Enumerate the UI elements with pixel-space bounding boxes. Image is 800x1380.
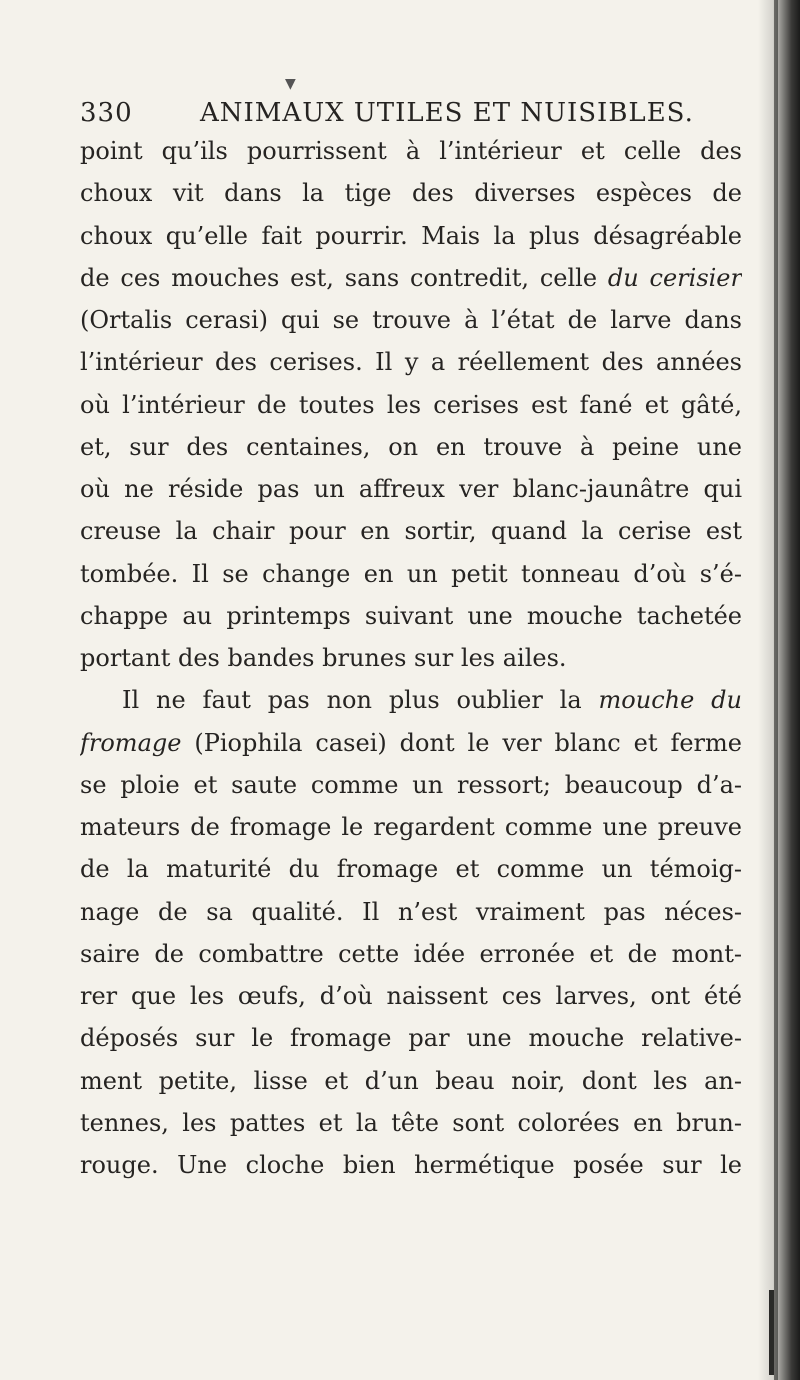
text-line: [80, 130, 742, 172]
book-spine-edge: [758, 0, 800, 1380]
text-line: [80, 891, 742, 933]
line-text: déposés sur le fromage par une mouche relative-: [80, 1024, 742, 1053]
line-text: creuse la chair pour en sortir, quand la cerise est: [80, 517, 742, 546]
line-text: rer que les œufs, d’où naissent ces larves, ont été: [80, 982, 742, 1010]
line-text: de la maturité du fromage et comme un témoig-: [80, 855, 742, 884]
line-text: et, sur des centaines, on en trouve à peine une: [80, 432, 742, 461]
text-line: [80, 510, 742, 552]
text-line: [80, 595, 742, 637]
line-text: tombée. Il se change en un petit tonneau d’où s’é-: [80, 559, 742, 588]
text-line: [80, 257, 742, 299]
line-text: choux qu’elle fait pourrir. Mais la plus désagréable: [80, 221, 742, 250]
line-text: l’intérieur des cerises. Il y a réellement des années: [80, 348, 742, 377]
text-line: [80, 975, 742, 1017]
line-text: saire de combattre cette idée erronée et de mont-: [80, 939, 742, 968]
line-text: tennes, les pattes et la tête sont colorées en brun-: [80, 1108, 742, 1137]
text-line: [80, 384, 742, 426]
line-text: choux vit dans la tige des diverses espèces de: [80, 179, 742, 208]
page-number: 330: [80, 98, 133, 128]
text-line: [80, 1060, 742, 1102]
body-text: [80, 130, 742, 1186]
line-text: où ne réside pas un affreux ver blanc-jaunâtre qui: [80, 475, 742, 503]
line-text: chappe au printemps suivant une mouche tachetée: [80, 601, 742, 630]
italic-term: mouche du: [598, 686, 742, 715]
text-line: [80, 764, 742, 806]
line-text: où l’intérieur de toutes les cerises est fané et gâté,: [80, 390, 742, 419]
line-text: de ces mouches est, sans contredit, celle: [80, 263, 608, 292]
text-line: [80, 806, 742, 848]
page-fold: [774, 0, 778, 1380]
text-line: [80, 299, 742, 341]
italic-term: du cerisier: [607, 263, 742, 292]
text-line: [80, 1017, 742, 1059]
text-line: [80, 341, 742, 383]
line-text: rouge. Une cloche bien hermétique posée sur le: [80, 1151, 742, 1179]
text-line: [80, 722, 742, 764]
text-line: [80, 848, 742, 890]
text-line: [80, 679, 742, 721]
line-text: se ploie et saute comme un ressort; beaucoup d’a-: [80, 770, 742, 799]
text-line: [80, 215, 742, 257]
line-text: ment petite, lisse et d’un beau noir, dont les an-: [80, 1066, 742, 1095]
running-title: ANIMAUX UTILES ET NUISIBLES.: [200, 98, 694, 128]
edge-mark: [769, 1290, 774, 1375]
text-line: [80, 553, 742, 595]
print-mark: ▼: [285, 76, 297, 92]
line-text: (Piophila casei) dont le ver blanc et ferme: [181, 728, 742, 757]
italic-term: fromage: [80, 728, 182, 757]
text-line: [80, 637, 742, 679]
text-line: [80, 933, 742, 975]
line-text: mateurs de fromage le regardent comme une preuve: [80, 813, 742, 841]
text-line: [80, 1144, 742, 1186]
line-text: point qu’ils pourrissent à l’intérieur et celle des: [80, 137, 742, 165]
line-text: portant des bandes brunes sur les ailes.: [80, 644, 567, 672]
text-line: [80, 1102, 742, 1144]
text-line: [80, 426, 742, 468]
line-text: nage de sa qualité. Il n’est vraiment pas néces-: [80, 897, 742, 926]
text-line: [80, 468, 742, 510]
text-line: [80, 172, 742, 214]
line-text: (Ortalis cerasi) qui se trouve à l’état de larve dans: [80, 306, 742, 334]
line-text: Il ne faut pas non plus oublier la: [122, 686, 599, 715]
